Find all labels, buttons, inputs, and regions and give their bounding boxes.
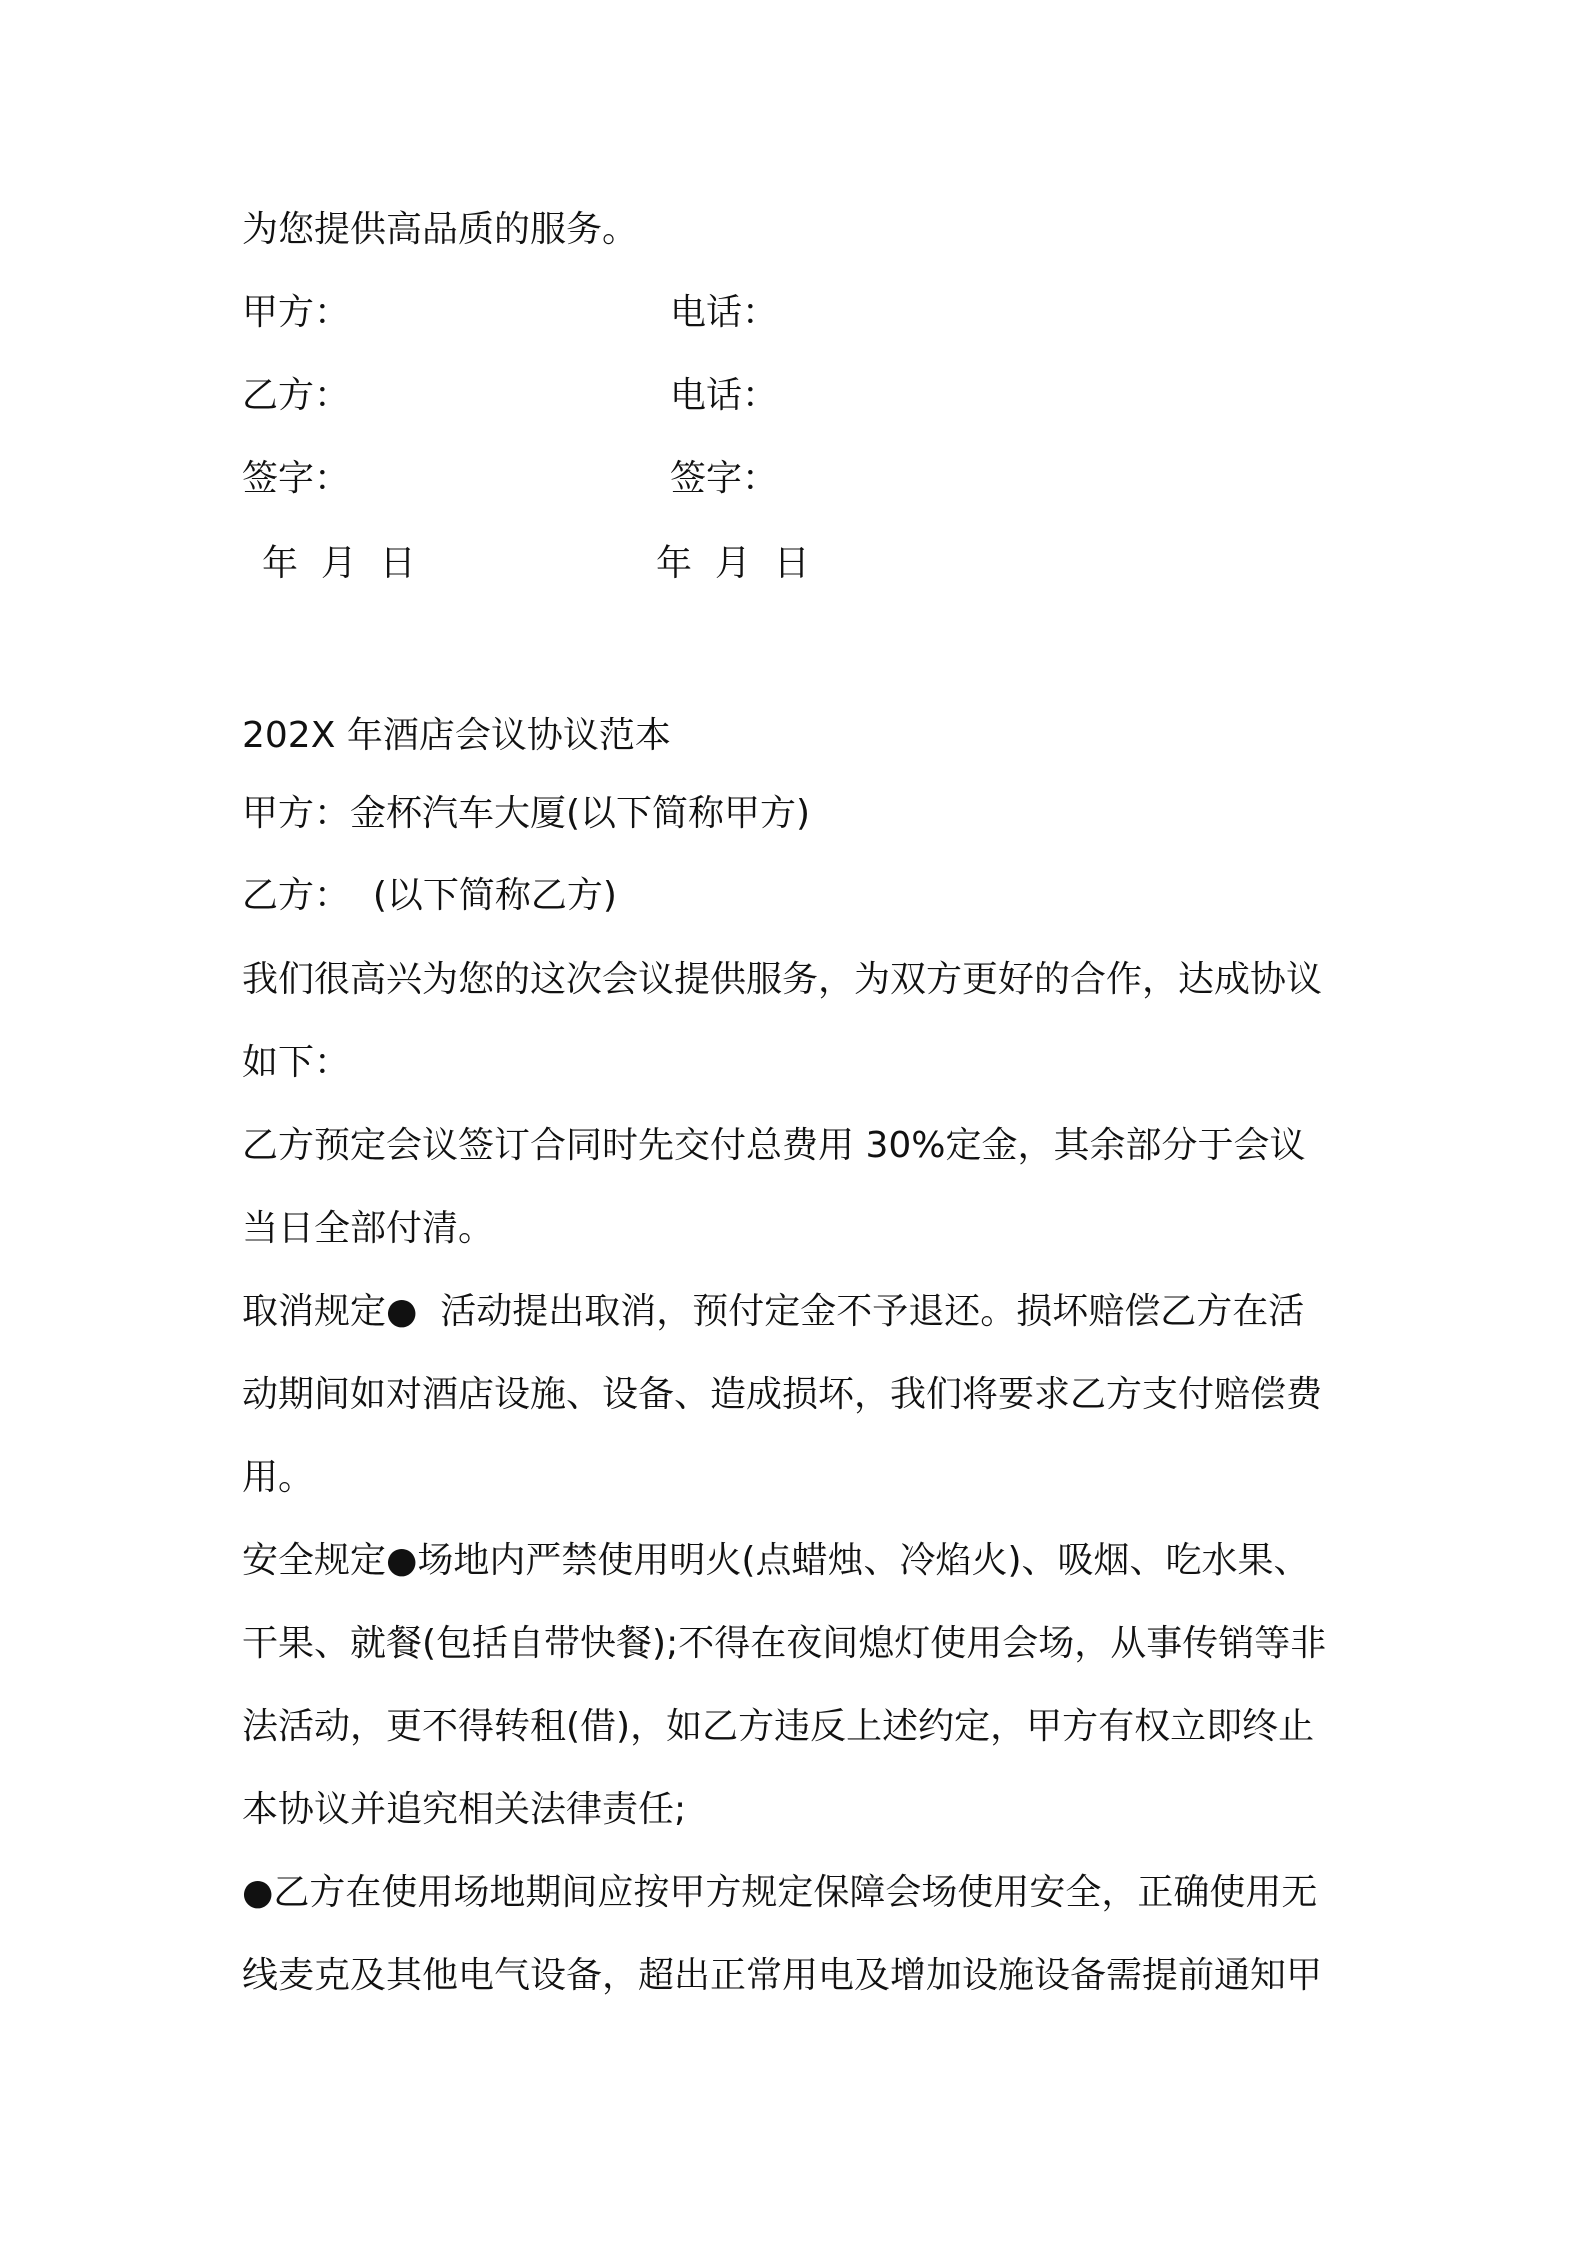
date-left: 年 月 日 [262, 543, 416, 584]
agreement-line: 干果、就餐(包括自带快餐);不得在夜间熄灯使用会场，从事传销等非 [242, 1623, 1327, 1664]
agreement-line: 线麦克及其他电气设备，超出正常用电及增加设施设备需提前通知甲 [242, 1955, 1323, 1996]
agreement-line: 我们很高兴为您的这次会议提供服务，为双方更好的合作，达成协议 [242, 959, 1323, 1000]
party-a-label: 甲方： [242, 292, 351, 333]
agreement-line: 当日全部付清。 [242, 1208, 495, 1249]
party-b-phone-label: 电话： [670, 375, 779, 416]
agreement-line: 乙方预定会议签订合同时先交付总费用 30%定金，其余部分于会议 [242, 1125, 1306, 1166]
agreement-party-a: 甲方：金杯汽车大厦(以下简称甲方) [242, 793, 811, 834]
agreement-line: 取消规定● 活动提出取消，预付定金不予退还。损坏赔偿乙方在活 [242, 1291, 1305, 1332]
agreement-line: 本协议并追究相关法律责任; [242, 1789, 687, 1830]
sign-right-label: 签字： [670, 458, 779, 499]
agreement-line: 动期间如对酒店设施、设备、造成损坏，我们将要求乙方支付赔偿费 [242, 1374, 1323, 1415]
party-a-phone-label: 电话： [670, 292, 779, 333]
agreement-party-b: 乙方： (以下简称乙方) [242, 875, 617, 916]
sign-left-label: 签字： [242, 458, 351, 499]
agreement-line: 用。 [242, 1457, 315, 1498]
agreement-line: 法活动，更不得转租(借)，如乙方违反上述约定，甲方有权立即终止 [242, 1706, 1315, 1747]
intro-tail-text: 为您提供高品质的服务。 [242, 209, 639, 250]
agreement-line: 安全规定●场地内严禁使用明火(点蜡烛、冷焰火)、吸烟、吃水果、 [242, 1540, 1310, 1581]
date-right: 年 月 日 [656, 543, 810, 584]
agreement-line: ●乙方在使用场地期间应按甲方规定保障会场使用安全，正确使用无 [242, 1872, 1318, 1913]
party-b-label: 乙方： [242, 375, 351, 416]
agreement-line: 如下： [242, 1042, 351, 1083]
agreement-title: 202X 年酒店会议协议范本 [242, 715, 671, 756]
